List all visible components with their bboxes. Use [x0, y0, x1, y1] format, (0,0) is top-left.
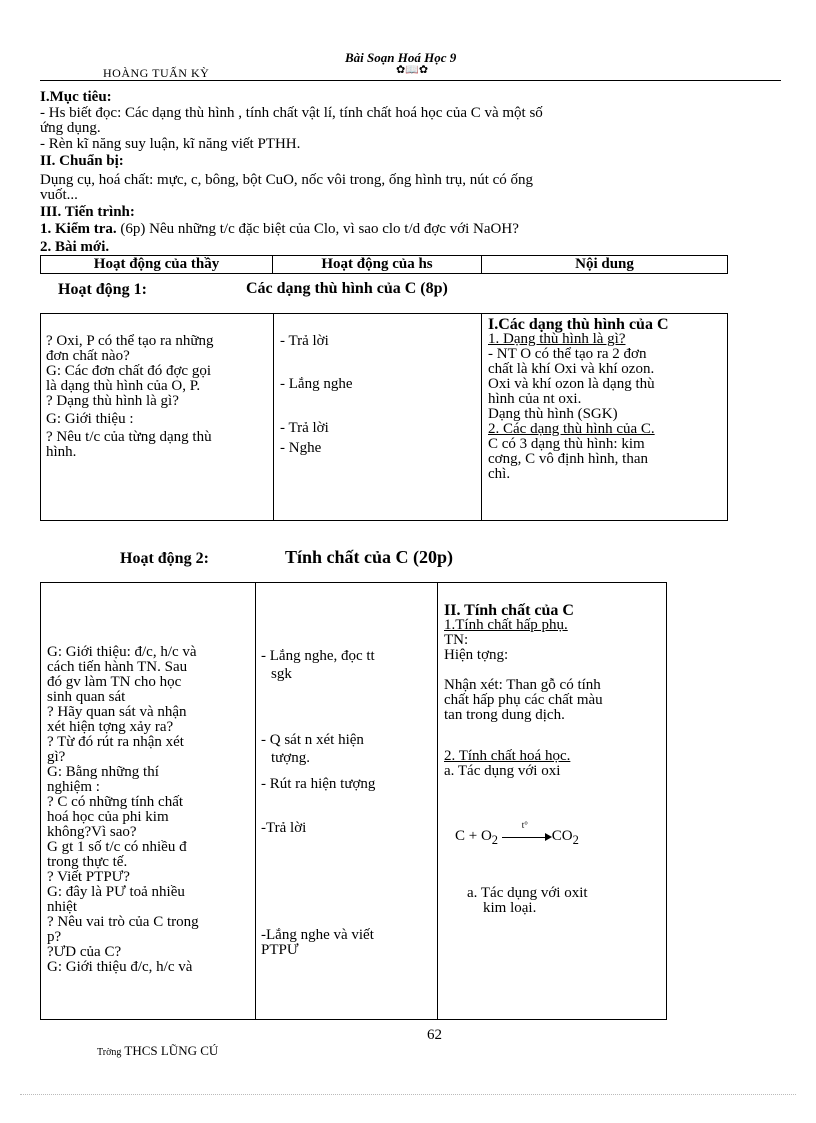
student-line: sgk: [271, 666, 292, 682]
teacher-line: hình.: [46, 444, 77, 460]
content-line: Hiện tợng:: [444, 647, 509, 663]
student-line: -Trả lời: [261, 820, 307, 836]
school-footer: [97, 1043, 218, 1059]
teacher-line: là dạng thù hình của O, P.: [46, 378, 201, 394]
teacher-line: trong thực tế.: [47, 854, 128, 870]
student-line: - Lắng nghe: [280, 376, 353, 392]
equation-product: CO: [551, 828, 573, 844]
teacher-line: ?ƯD của C?: [47, 944, 122, 960]
activity2-title: Tính chất của C (20p): [285, 547, 454, 567]
document-title: Bài Soạn Hoá Học 9: [345, 50, 457, 65]
page-bottom-border: [20, 1094, 796, 1095]
school-name: THCS LŨNG CÚ: [124, 1043, 219, 1058]
content-line: Nhận xét: Than gỗ có tính: [444, 677, 601, 693]
col-content-header: Nội dung: [575, 256, 634, 272]
student-line: - Nghe: [280, 440, 322, 456]
student-line: -Lắng nghe và viết: [261, 927, 374, 943]
divider: [481, 314, 482, 520]
teacher-line: ? Nêu vai trò của C trong: [47, 914, 199, 930]
activity1-content-column: [488, 317, 723, 482]
teacher-line: gì?: [47, 749, 66, 765]
student-block: [261, 733, 433, 766]
preparation-line: vuốt...: [40, 187, 78, 203]
activity1-title: Các dạng thù hình của C (8p): [246, 280, 448, 297]
author-name: HOÀNG TUẤN KỲ: [103, 66, 210, 80]
activity2-table: [40, 582, 667, 1020]
activity1-table: [40, 313, 728, 521]
content-line: hình của nt oxi.: [488, 391, 582, 407]
content-line: TN:: [444, 632, 469, 648]
teacher-line: không?Vì sao?: [47, 824, 137, 840]
objective-line: - Hs biết đọc: Các dạng thù hình , tính chất vật lí, tính chất hoá học của C và một số: [40, 105, 543, 121]
reaction-equation: [455, 819, 579, 848]
new-lesson-heading: 2. Bài mới.: [40, 239, 110, 255]
preparation-line: Dụng cụ, hoá chất: mực, c, bông, bột CuO, nốc vôi trong, ống hình trụ, nút có ống: [40, 172, 534, 188]
student-block: [261, 649, 433, 682]
teacher-line: cách tiến hành TN. Sau: [47, 659, 188, 675]
equation-sub: 2: [572, 833, 579, 847]
teacher-line: ? Dạng thù hình là gì?: [46, 393, 179, 409]
content-subheading: 1. Dạng thù hình là gì?: [488, 331, 626, 347]
teacher-line: sinh quan sát: [47, 689, 126, 705]
content-heading: II. Tính chất của C: [444, 602, 574, 619]
condition-label: t°: [521, 819, 528, 830]
content-line: kim loại.: [483, 900, 537, 916]
activity2-teacher-column: [47, 645, 251, 975]
content-subheading: 2. Tính chất hoá học.: [444, 748, 571, 764]
content-line: a. Tác dụng với oxi: [444, 763, 561, 779]
col-student-header: Hoạt động của hs: [321, 256, 433, 272]
teacher-line: G: Bằng những thí: [47, 764, 159, 780]
teacher-line: nghiệm :: [47, 779, 100, 795]
content-line: tan trong dung dịch.: [444, 707, 565, 723]
check-label: 1. Kiểm tra.: [40, 221, 121, 237]
arrow-icon: [502, 819, 552, 842]
equation-reactants: C + O: [455, 828, 492, 844]
teacher-line: ? Oxi, P có thể tạo ra những: [46, 333, 214, 349]
activity2-label: Hoạt động 2:: [120, 550, 209, 567]
teacher-line: hoá học của phi kim: [47, 809, 169, 825]
teacher-line: ? Hãy quan sát và nhận: [47, 704, 187, 720]
teacher-line: ? Viết PTPƯ?: [47, 869, 130, 885]
content-line: - NT O có thể tạo ra 2 đơn: [488, 346, 647, 362]
divider: [255, 583, 256, 1019]
student-line: - Rút ra hiện tượng: [261, 776, 376, 792]
teacher-line: ? C có những tính chất: [47, 794, 184, 810]
student-line: PTPƯ: [261, 942, 299, 958]
content-block: [467, 886, 663, 916]
student-line: - Trả lời: [280, 333, 329, 349]
content-line: chất là khí Oxi và khí ozon.: [488, 361, 655, 377]
teacher-line: xét hiện tợng xảy ra?: [47, 719, 174, 735]
teacher-line: G: Giới thiệu :: [46, 411, 134, 427]
teacher-line: đó gv làm TN cho học: [47, 674, 182, 690]
page-number: 62: [427, 1027, 442, 1043]
content-heading: I.Các dạng thù hình của C: [488, 316, 669, 333]
teacher-line: G: Giới thiệu đ/c, h/c và: [47, 959, 193, 975]
table-header: [40, 255, 728, 274]
teacher-line: ? Từ đó rút ra nhận xét: [47, 734, 184, 750]
content-line: Dạng thù hình (SGK): [488, 406, 618, 422]
student-line: - Lắng nghe, đọc tt: [261, 648, 375, 664]
content-line: chất hấp phụ các chất màu: [444, 692, 603, 708]
content-line: a. Tác dụng với oxit: [467, 885, 588, 901]
section-objectives-heading: I.Mục tiêu:: [40, 89, 112, 105]
check-text: (6p) Nêu những t/c đặc biệt của Clo, vì sao clo t/d đợc với NaOH?: [120, 221, 519, 237]
content-line: Oxi và khí ozon là dạng thù: [488, 376, 655, 392]
content-subheading: 1.Tính chất hấp phụ.: [444, 617, 568, 633]
divider: [437, 583, 438, 1019]
teacher-line: G: Giới thiệu: đ/c, h/c và: [47, 644, 197, 660]
content-subheading: 2. Các dạng thù hình của C.: [488, 421, 655, 437]
section-preparation-heading: II. Chuẩn bị:: [40, 153, 124, 169]
student-line: tượng.: [271, 750, 310, 766]
content-line: chì.: [488, 466, 511, 482]
header-rule: [40, 80, 781, 81]
objective-line: ứng dụng.: [40, 120, 101, 136]
student-line: - Q sát n xét hiện: [261, 732, 364, 748]
activity1-teacher-column: [46, 334, 270, 460]
student-line: - Trả lời: [280, 420, 329, 436]
content-line: cơng, C vô định hình, than: [488, 451, 649, 467]
activity1-label: Hoạt động 1:: [58, 281, 147, 298]
teacher-line: nhiệt: [47, 899, 77, 915]
check-line: [40, 222, 519, 237]
student-block: [261, 928, 433, 958]
col-teacher-header: Hoạt động của thầy: [93, 256, 220, 272]
section-procedure-heading: III. Tiến trình:: [40, 204, 135, 220]
school-prefix: Trờng: [97, 1047, 122, 1058]
ornament-icon: ✿📖✿: [396, 64, 429, 76]
divider: [273, 314, 274, 520]
equation-sub: 2: [491, 833, 499, 847]
teacher-line: đơn chất nào?: [46, 348, 130, 364]
content-line: C có 3 dạng thù hình: kim: [488, 436, 645, 452]
objective-line: - Rèn kĩ năng suy luận, kĩ năng viết PTHH.: [40, 136, 301, 152]
activity2-content-column: [444, 603, 664, 779]
teacher-line: ? Nêu t/c của từng dạng thù: [46, 429, 212, 445]
teacher-line: G: Các đơn chất đó đợc gọi: [46, 363, 211, 379]
teacher-line: p?: [47, 929, 62, 945]
teacher-line: G gt 1 số t/c có nhiều đ: [47, 839, 187, 855]
teacher-line: G: đây là PƯ toả nhiều: [47, 884, 185, 900]
